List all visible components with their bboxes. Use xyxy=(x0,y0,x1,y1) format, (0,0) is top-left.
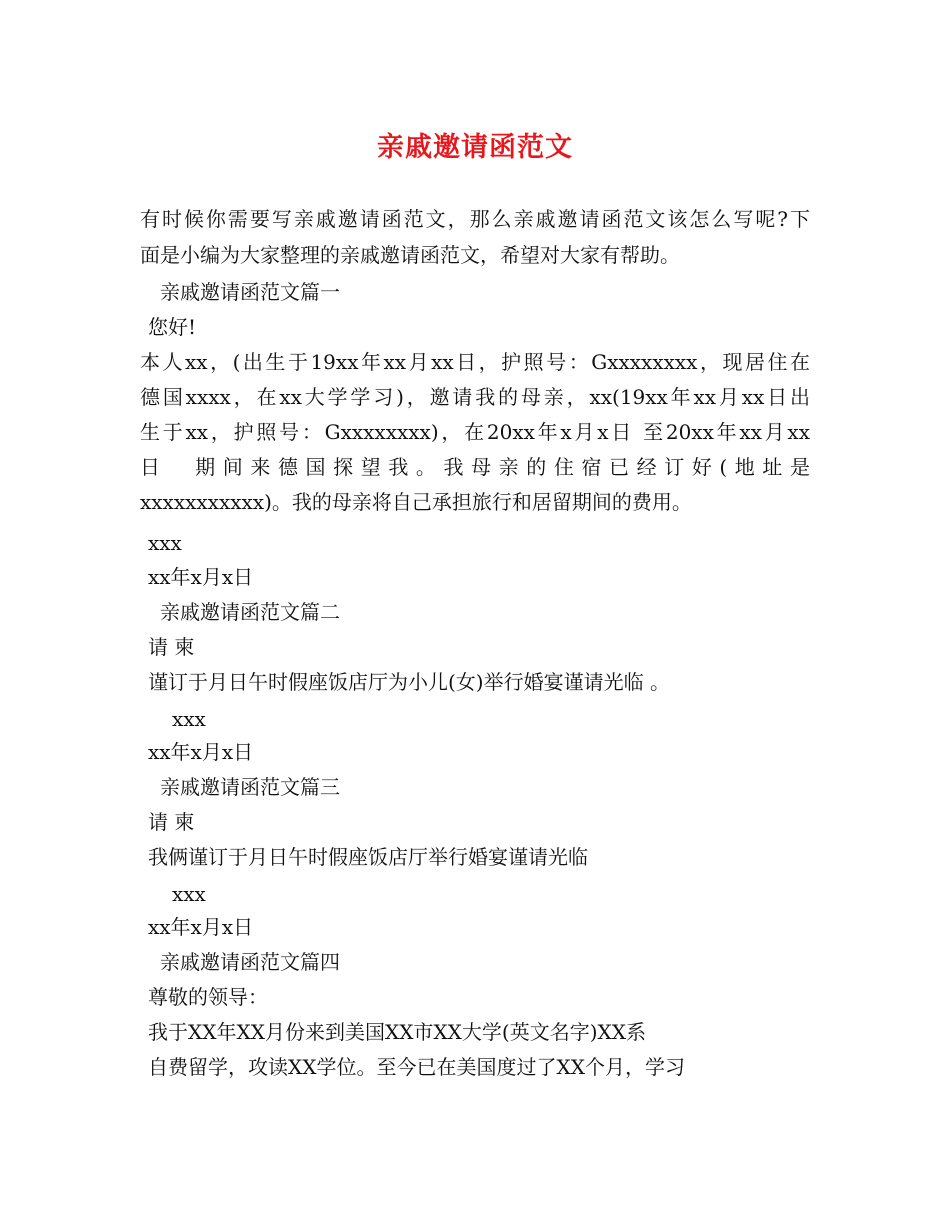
invitation-title-2: 请 柬 xyxy=(148,635,195,659)
signature-1: xxx xyxy=(148,531,182,555)
greeting: 您好! xyxy=(148,315,197,339)
date-2: xx年x月x日 xyxy=(148,740,254,764)
intro-line-1: 有时候你需要写亲戚邀请函范文，那么亲戚邀请函范文该怎么写呢?下 xyxy=(140,207,810,231)
letter1-line-1: 本人xx，(出生于19xx年xx月xx日，护照号：Gxxxxxxxx，现居住在 xyxy=(140,350,810,374)
invitation-body-3: 我俩谨订于月日午时假座饭店厅举行婚宴谨请光临 xyxy=(148,845,588,869)
salutation-4: 尊敬的领导： xyxy=(148,985,268,1009)
section-heading-3: 亲戚邀请函范文篇三 xyxy=(160,775,340,799)
letter1-line-2: 德国xxxx，在xx大学学习)，邀请我的母亲，xx(19xx年xx月xx日出 xyxy=(140,385,810,409)
section-heading-1: 亲戚邀请函范文篇一 xyxy=(160,280,340,304)
document-title: 亲戚邀请函范文 xyxy=(377,132,573,163)
letter1-line-4: 日 期间来德国探望我。我母亲的住宿已经订好(地址是 xyxy=(140,455,810,479)
date-1: xx年x月x日 xyxy=(148,565,254,589)
section-heading-2: 亲戚邀请函范文篇二 xyxy=(160,600,340,624)
intro-line-2: 面是小编为大家整理的亲戚邀请函范文，希望对大家有帮助。 xyxy=(140,243,680,267)
letter1-line-3: 生于xx，护照号：Gxxxxxxxx)，在20xx年x月x日 至20xx年xx月xx xyxy=(140,420,810,444)
section-heading-4: 亲戚邀请函范文篇四 xyxy=(160,950,340,974)
invitation-title-3: 请 柬 xyxy=(148,810,195,834)
signature-3: xxx xyxy=(172,882,206,906)
date-3: xx年x月x日 xyxy=(148,915,254,939)
signature-2: xxx xyxy=(172,707,206,731)
invitation-body-2: 谨订于月日午时假座饭店厅为小儿(女)举行婚宴谨请光临 。 xyxy=(148,670,670,694)
letter4-line-1: 我于XX年XX月份来到美国XX市XX大学(英文名字)XX系 xyxy=(148,1020,646,1044)
letter4-line-2: 自费留学，攻读XX学位。至今已在美国度过了XX个月，学习 xyxy=(148,1055,685,1079)
letter1-line-5: xxxxxxxxxxx)。我的母亲将自己承担旅行和居留期间的费用。 xyxy=(140,490,692,514)
